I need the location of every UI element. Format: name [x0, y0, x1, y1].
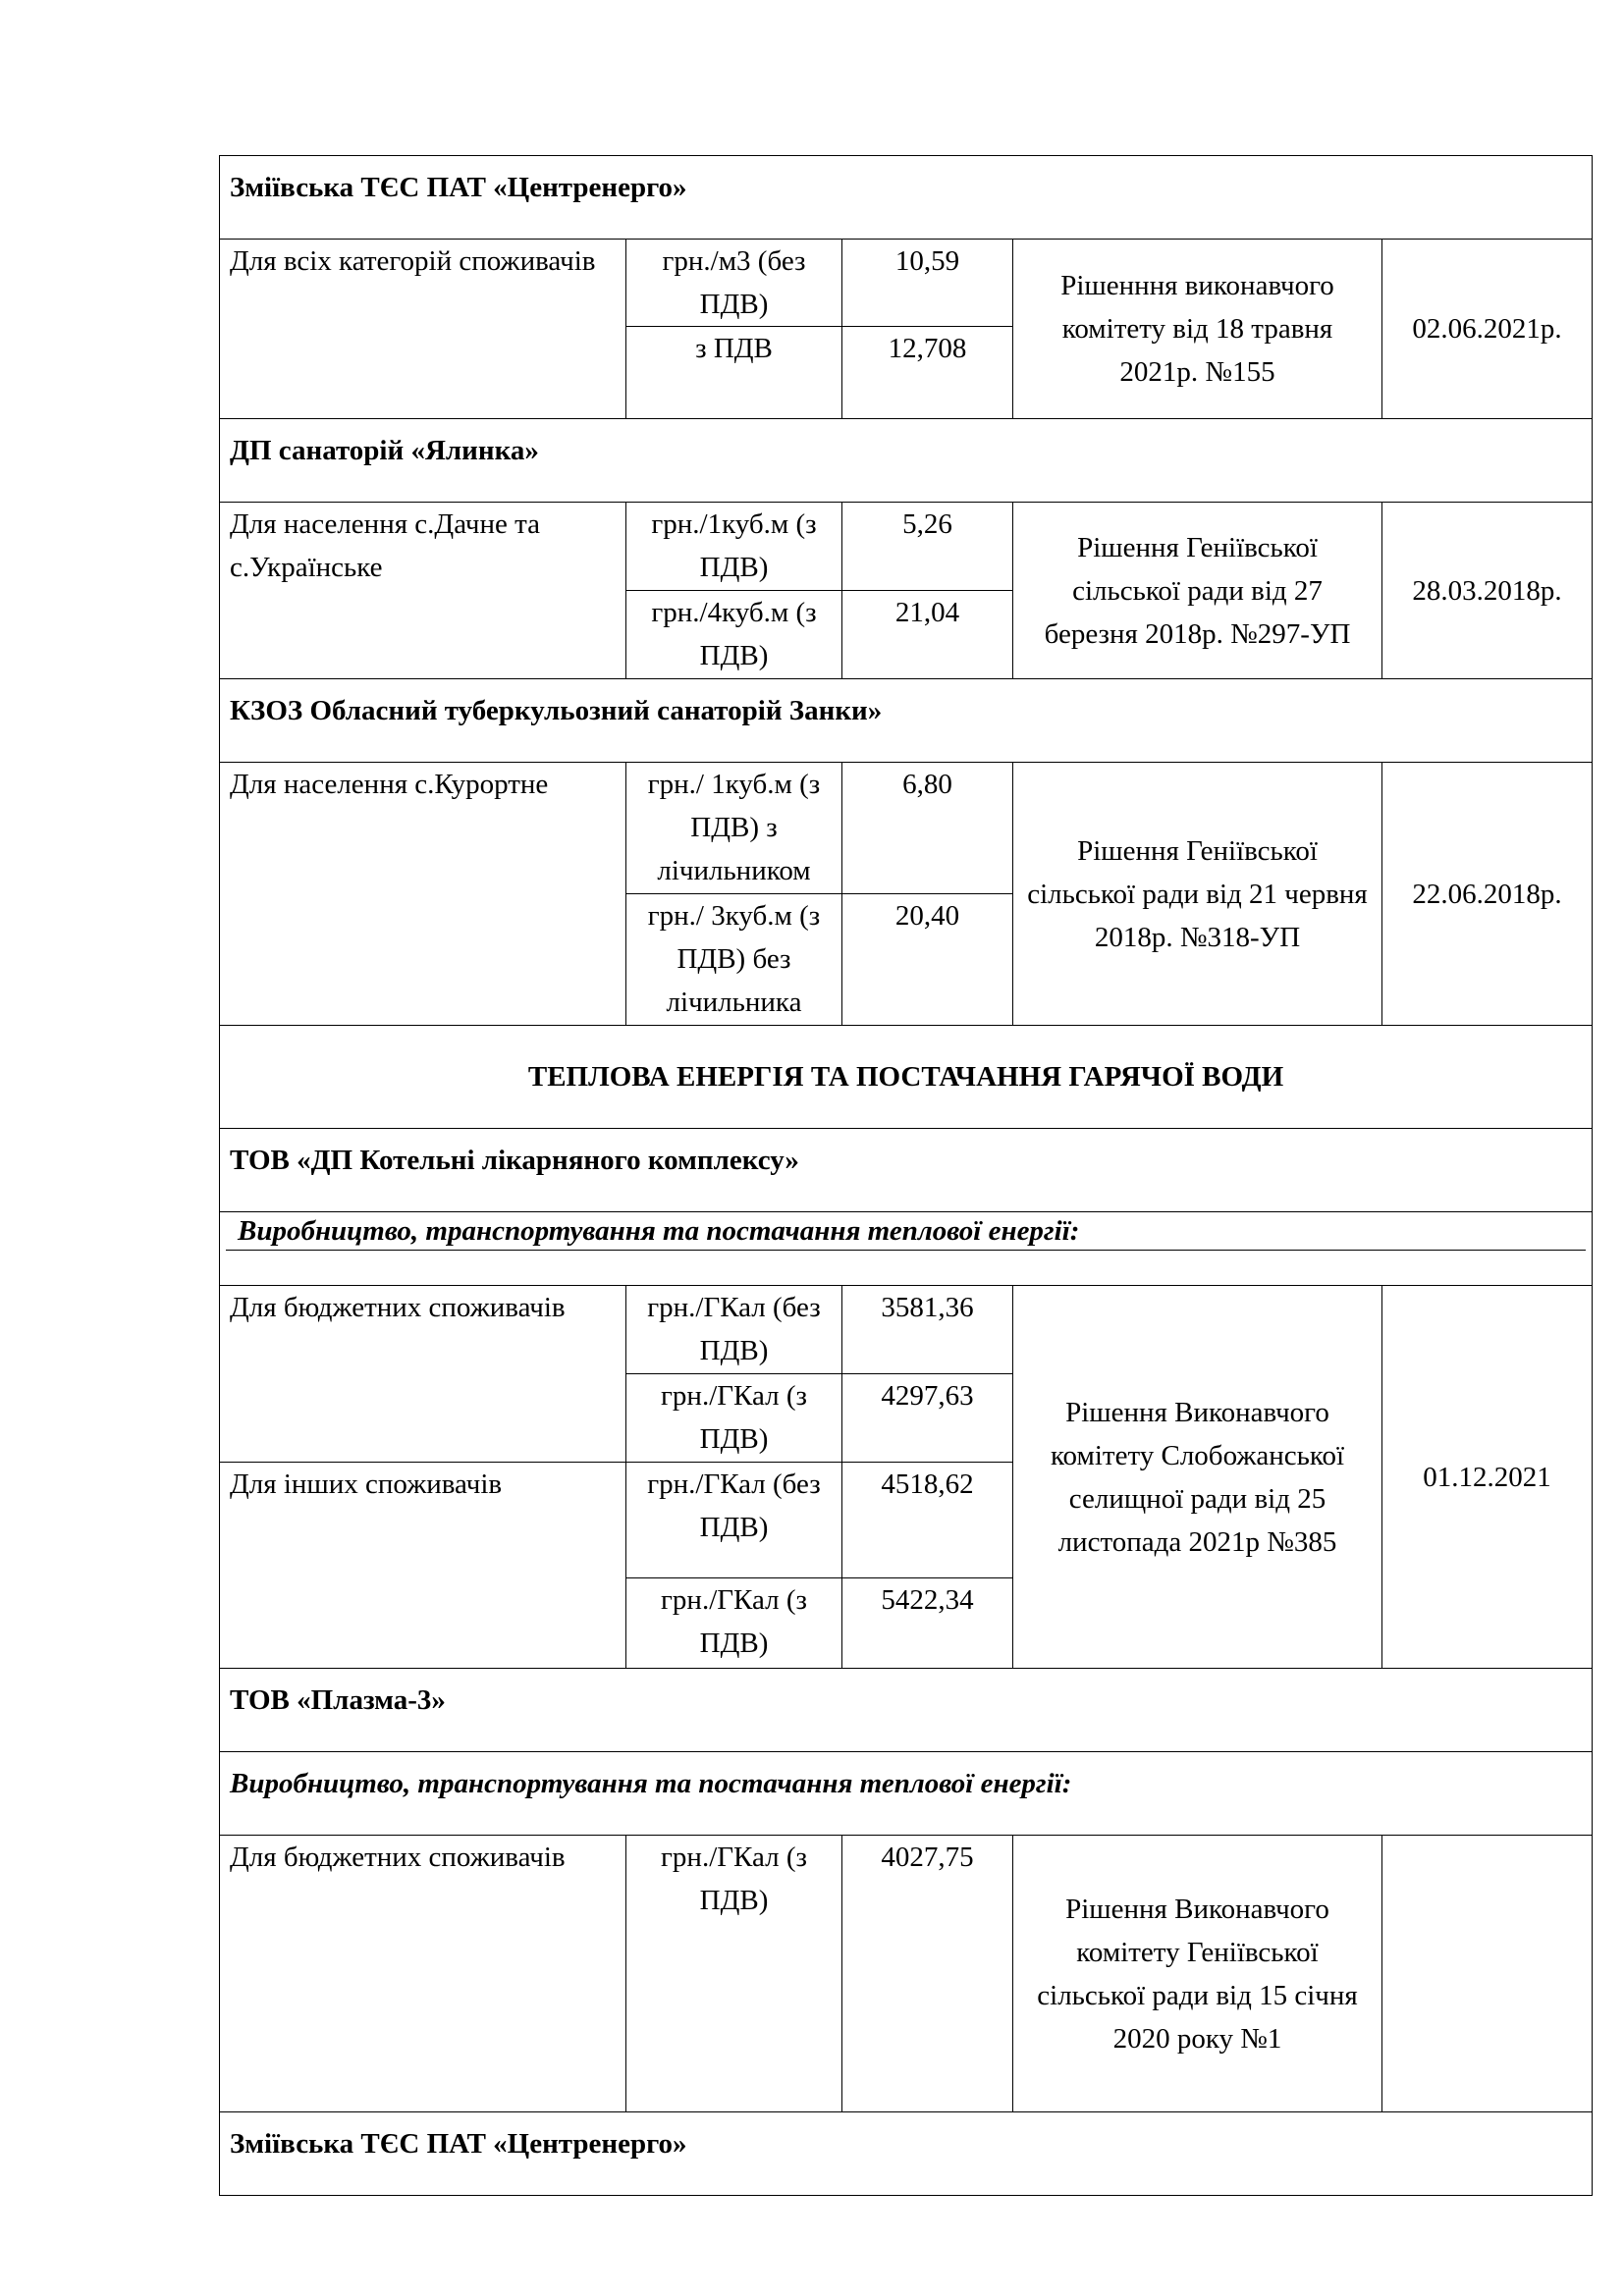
section-row	[220, 1026, 1593, 1129]
tariff-value: 4027,75	[842, 1836, 1013, 2112]
consumer-category: Для населення с.Дачне та с.Українське	[220, 503, 626, 679]
consumer-category: Для бюджетних споживачів	[220, 1836, 626, 2112]
tariff-value: 3581,36	[842, 1286, 1013, 1374]
org-row	[220, 1669, 1593, 1752]
tariff-value: 5,26	[842, 503, 1013, 591]
decision-text: Рішення Геніївської сільської ради від 21 червня 2018р. №318-УП	[1013, 763, 1382, 1026]
effective-date: 02.06.2021р.	[1382, 240, 1593, 419]
tariff-unit: грн./ГКал (без ПДВ)	[626, 1286, 842, 1374]
effective-date: 22.06.2018р.	[1382, 763, 1593, 1026]
tariff-unit: грн./ГКал (з ПДВ)	[626, 1374, 842, 1463]
activity-row	[220, 1752, 1593, 1836]
org-name: КЗОЗ Обласний туберкульозний санаторій Занки»	[220, 679, 1593, 763]
activity-title: Виробництво, транспортування та постачання теплової енергії:	[226, 1212, 1586, 1251]
org-row	[220, 2112, 1593, 2196]
decision-text: Рішення Виконавчого комітету Геніївської сільської ради від 15 січня 2020 року №1	[1013, 1836, 1382, 2112]
org-row	[220, 679, 1593, 763]
tariff-row	[220, 1286, 1593, 1374]
tariff-unit: з ПДВ	[626, 327, 842, 419]
tariff-value: 4297,63	[842, 1374, 1013, 1463]
tariff-row	[220, 1836, 1593, 2112]
tariff-value: 12,708	[842, 327, 1013, 419]
tariff-value: 10,59	[842, 240, 1013, 327]
org-name: Зміївська ТЄС ПАТ «Центренерго»	[220, 2112, 1593, 2196]
consumer-category: Для інших споживачів	[220, 1463, 626, 1669]
tariff-row	[220, 763, 1593, 894]
section-title: ТЕПЛОВА ЕНЕРГІЯ ТА ПОСТАЧАННЯ ГАРЯЧОЇ ВОДИ	[220, 1026, 1593, 1129]
effective-date: 01.12.2021	[1382, 1286, 1593, 1669]
org-name: ДП санаторій «Ялинка»	[220, 419, 1593, 503]
tariff-unit: грн./ГКал (без ПДВ)	[626, 1463, 842, 1578]
org-name: ТОВ «ДП Котельні лікарняного комплексу»	[220, 1129, 1593, 1212]
tariff-value: 5422,34	[842, 1578, 1013, 1669]
effective-date: 28.03.2018р.	[1382, 503, 1593, 679]
tariff-unit: грн./ 3куб.м (з ПДВ) без лічильника	[626, 894, 842, 1026]
tariff-row	[220, 240, 1593, 327]
tariff-unit: грн./ГКал (з ПДВ)	[626, 1578, 842, 1669]
tariff-unit: грн./м3 (без ПДВ)	[626, 240, 842, 327]
tariff-value: 4518,62	[842, 1463, 1013, 1578]
org-row	[220, 156, 1593, 240]
decision-text: Рішення Геніївської сільської ради від 27 березня 2018р. №297-УП	[1013, 503, 1382, 679]
tariff-value: 20,40	[842, 894, 1013, 1026]
consumer-category: Для населення с.Курортне	[220, 763, 626, 1026]
tariff-unit: грн./1куб.м (з ПДВ)	[626, 503, 842, 591]
tariffs-table	[219, 155, 1593, 2196]
decision-text: Рішенння виконавчого комітету від 18 травня 2021р. №155	[1013, 240, 1382, 419]
activity-row	[220, 1212, 1593, 1286]
consumer-category: Для всіх категорій споживачів	[220, 240, 626, 419]
org-row	[220, 1129, 1593, 1212]
consumer-category: Для бюджетних споживачів	[220, 1286, 626, 1463]
tariff-value: 6,80	[842, 763, 1013, 894]
effective-date	[1382, 1836, 1593, 2112]
tariff-unit: грн./4куб.м (з ПДВ)	[626, 591, 842, 679]
tariff-row	[220, 503, 1593, 591]
org-name: ТОВ «Плазма-3»	[220, 1669, 1593, 1752]
tariff-unit: грн./ 1куб.м (з ПДВ) з лічильником	[626, 763, 842, 894]
org-row	[220, 419, 1593, 503]
org-name: Зміївська ТЄС ПАТ «Центренерго»	[220, 156, 1593, 240]
tariff-value: 21,04	[842, 591, 1013, 679]
tariff-unit: грн./ГКал (з ПДВ)	[626, 1836, 842, 2112]
decision-text: Рішення Виконавчого комітету Слобожанської селищної ради від 25 листопада 2021р №385	[1013, 1286, 1382, 1669]
activity-title: Виробництво, транспортування та постачання теплової енергії:	[220, 1752, 1593, 1836]
